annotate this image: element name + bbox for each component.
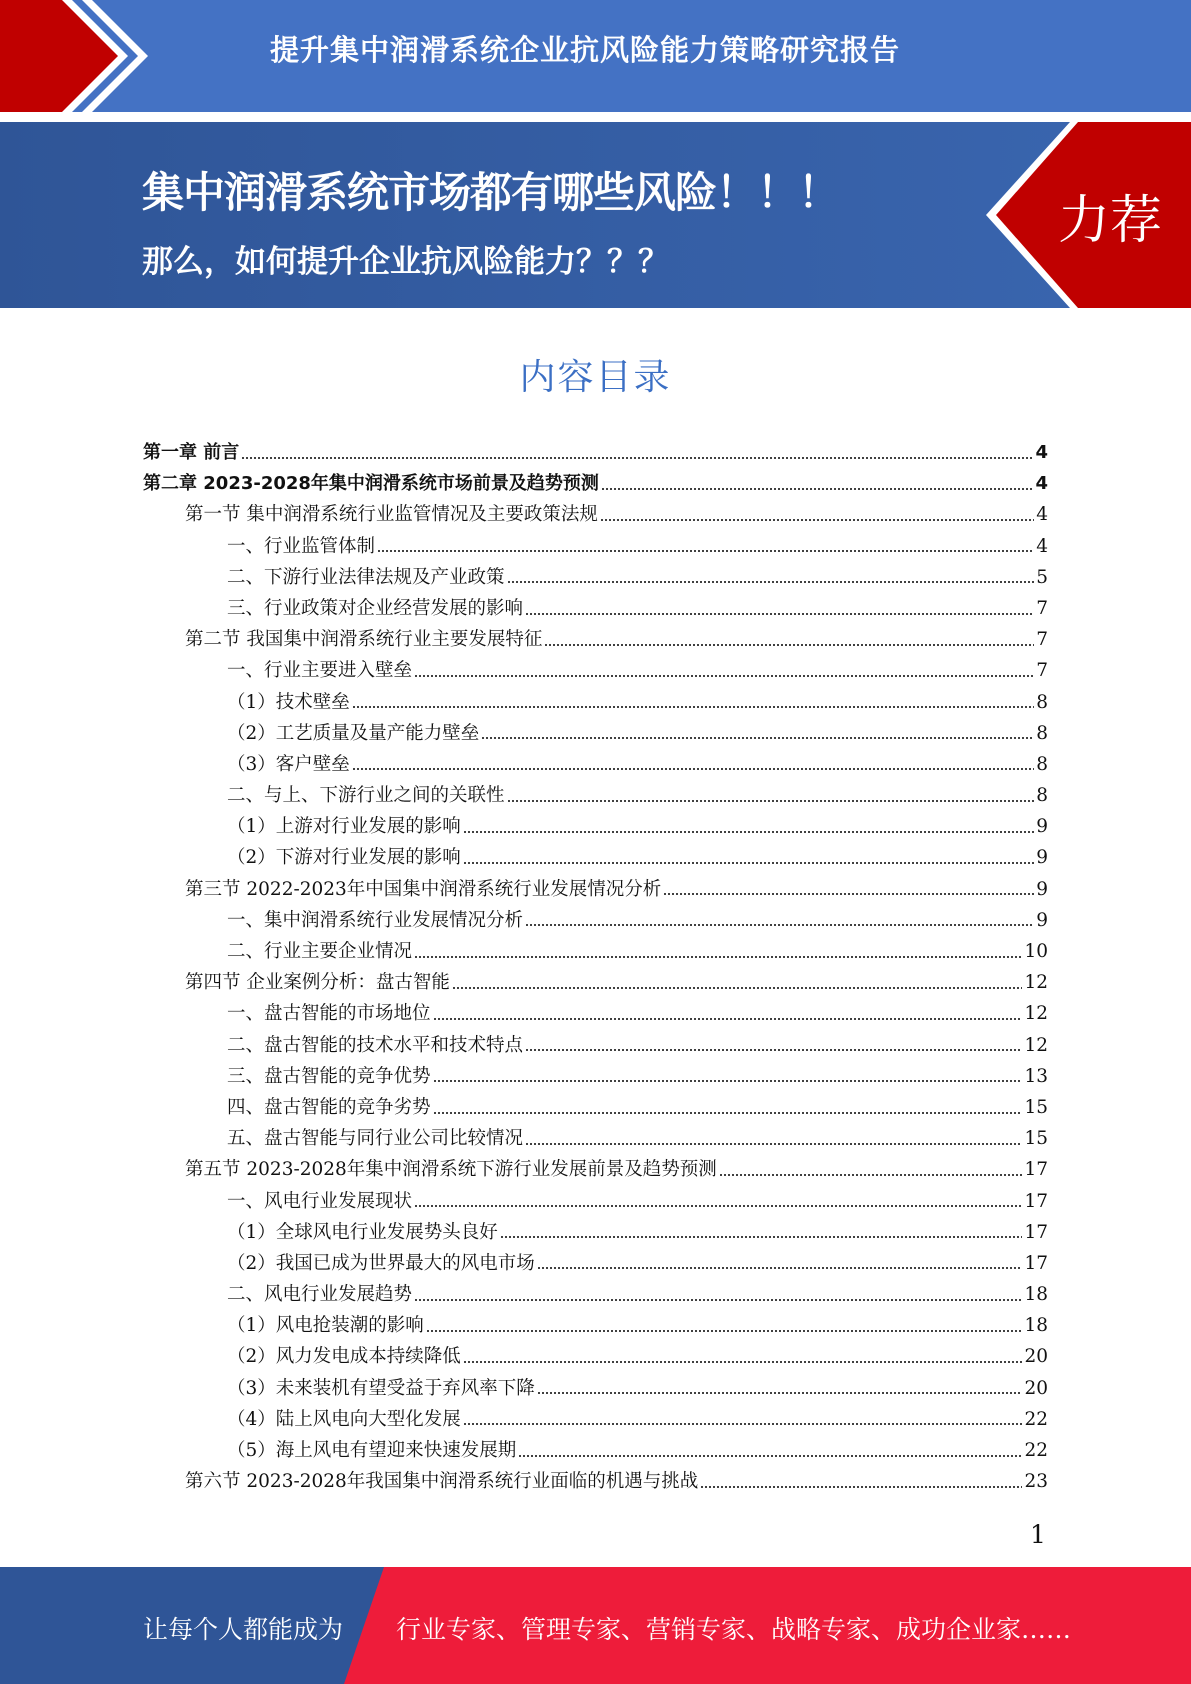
toc-entry[interactable] xyxy=(143,655,1048,686)
toc-entry-page: 17 xyxy=(1024,1221,1048,1243)
toc-entry-label: 第六节 2023-2028年我国集中润滑系统行业面临的机遇与挑战 xyxy=(185,1471,699,1493)
toc-entry[interactable] xyxy=(143,468,1048,499)
toc-entry-label: 三、盘古智能的竞争优势 xyxy=(227,1065,431,1087)
toc-dot-leader xyxy=(414,1204,1022,1208)
toc-entry-label: （2）我国已成为世界最大的风电市场 xyxy=(227,1252,535,1274)
toc-entry[interactable] xyxy=(143,780,1048,811)
toc-entry-label: （2）风力发电成本持续降低 xyxy=(227,1346,461,1368)
toc-entry[interactable] xyxy=(143,1435,1048,1466)
toc-entry[interactable] xyxy=(143,967,1048,998)
toc-entry-page: 9 xyxy=(1036,878,1048,900)
toc-dot-leader xyxy=(525,612,1034,616)
toc-entry-page: 13 xyxy=(1024,1065,1048,1087)
toc-entry-label: （5）海上风电有望迎来快速发展期 xyxy=(227,1440,517,1461)
toc-dot-leader xyxy=(537,1266,1023,1270)
toc-entry-label: 第三节 2022-2023年中国集中润滑系统行业发展情况分析 xyxy=(185,878,662,900)
report-title: 提升集中润滑系统企业抗风险能力策略研究报告 xyxy=(270,33,901,67)
toc-entry-page: 12 xyxy=(1024,1003,1048,1025)
toc-entry-label: 五、盘古智能与同行业公司比较情况 xyxy=(227,1128,524,1150)
toc-dot-leader xyxy=(463,861,1034,865)
toc-entry-page: 8 xyxy=(1036,785,1048,807)
toc-entry-page: 5 xyxy=(1036,566,1048,588)
toc-entry-page: 23 xyxy=(1024,1471,1048,1493)
toc-entry[interactable] xyxy=(143,562,1048,593)
toc-dot-leader xyxy=(377,549,1034,553)
toc-dot-leader xyxy=(507,799,1035,803)
toc-entry-page: 7 xyxy=(1036,660,1048,682)
toc-entry[interactable] xyxy=(143,1279,1048,1310)
toc-entry-page: 20 xyxy=(1024,1377,1048,1399)
toc-entry-page: 9 xyxy=(1036,816,1048,838)
toc-dot-leader xyxy=(433,1111,1023,1115)
toc-dot-leader xyxy=(525,923,1034,927)
hero-banner xyxy=(0,122,1191,308)
toc-dot-leader xyxy=(433,1079,1023,1083)
toc-dot-leader xyxy=(241,456,1033,460)
toc-dot-leader xyxy=(600,518,1034,522)
toc-dot-leader xyxy=(414,955,1022,959)
toc-entry-page: 15 xyxy=(1024,1096,1048,1118)
toc-entry-label: 一、行业监管体制 xyxy=(227,535,376,557)
footer-slogan-left: 让每个人都能成为 xyxy=(143,1615,344,1644)
recommend-badge: 力荐 xyxy=(1058,191,1163,251)
toc-entry-label: 第五节 2023-2028年集中润滑系统下游行业发展前景及趋势预测 xyxy=(185,1159,717,1181)
toc-entry-label: （1）风电抢装潮的影响 xyxy=(227,1315,424,1337)
toc-dot-leader xyxy=(463,1360,1023,1364)
toc-entry-label: （3）客户壁垒 xyxy=(227,753,350,775)
toc-entry-page: 22 xyxy=(1024,1408,1048,1430)
toc-entry[interactable] xyxy=(143,811,1048,842)
toc-entry-label: 二、行业主要企业情况 xyxy=(227,941,413,962)
toc-entry-page: 9 xyxy=(1036,909,1048,931)
toc-entry[interactable] xyxy=(143,936,1048,967)
page-number: 1 xyxy=(1030,1520,1046,1549)
toc-entry-page: 8 xyxy=(1036,753,1048,775)
toc-dot-leader xyxy=(663,892,1034,896)
toc-entry-page: 15 xyxy=(1024,1128,1048,1150)
toc-entry-page: 8 xyxy=(1036,691,1048,713)
toc-dot-leader xyxy=(544,643,1034,647)
toc-entry-label: 一、行业主要进入壁垒 xyxy=(227,660,413,682)
toc-entry-label: （1）技术壁垒 xyxy=(227,691,350,713)
toc-dot-leader xyxy=(463,1422,1023,1426)
toc-entry-label: 一、盘古智能的市场地位 xyxy=(227,1003,431,1025)
toc-entry-page: 4 xyxy=(1035,473,1048,495)
table-of-contents xyxy=(143,437,1048,1497)
toc-entry[interactable] xyxy=(143,1248,1048,1279)
hero-subheadline: 那么，如何提升企业抗风险能力？？？ xyxy=(142,244,669,280)
toc-entry[interactable] xyxy=(143,1373,1048,1404)
toc-entry-label: 第二节 我国集中润滑系统行业主要发展特征 xyxy=(185,629,543,651)
toc-entry-page: 18 xyxy=(1024,1284,1048,1306)
toc-entry-page: 4 xyxy=(1036,504,1048,526)
toc-dot-leader xyxy=(414,1298,1022,1302)
toc-dot-leader xyxy=(507,580,1035,584)
toc-entry-page: 8 xyxy=(1036,722,1048,744)
toc-entry-page: 4 xyxy=(1035,442,1048,463)
toc-dot-leader xyxy=(719,1173,1023,1177)
toc-entry-page: 4 xyxy=(1036,535,1048,557)
toc-dot-leader xyxy=(518,1454,1022,1458)
toc-dot-leader xyxy=(433,1017,1023,1021)
toc-entry-page: 20 xyxy=(1024,1346,1048,1368)
toc-dot-leader xyxy=(500,1235,1023,1239)
toc-entry[interactable] xyxy=(143,1154,1048,1185)
toc-dot-leader xyxy=(481,736,1034,740)
toc-entry-page: 22 xyxy=(1024,1440,1048,1461)
toc-entry-page: 18 xyxy=(1024,1315,1048,1337)
toc-entry[interactable] xyxy=(143,1030,1048,1061)
toc-entry-page: 9 xyxy=(1036,847,1048,869)
toc-entry-page: 17 xyxy=(1024,1252,1048,1274)
toc-entry-label: 第四节 企业案例分析：盘古智能 xyxy=(185,972,450,994)
toc-dot-leader xyxy=(537,1391,1023,1395)
toc-entry[interactable] xyxy=(143,1061,1048,1092)
toc-entry[interactable] xyxy=(143,998,1048,1029)
toc-entry-label: 第二章 2023-2028年集中润滑系统市场前景及趋势预测 xyxy=(143,473,599,495)
toc-entry-page: 7 xyxy=(1036,597,1048,619)
toc-entry[interactable] xyxy=(143,1341,1048,1372)
toc-entry[interactable] xyxy=(143,842,1048,873)
toc-entry-label: 第一章 前言 xyxy=(143,442,240,463)
toc-entry-label: 第一节 集中润滑系统行业监管情况及主要政策法规 xyxy=(185,504,598,526)
footer-banner xyxy=(0,1567,1191,1684)
toc-dot-leader xyxy=(452,986,1023,990)
toc-entry[interactable] xyxy=(143,1123,1048,1154)
toc-entry[interactable] xyxy=(143,624,1048,655)
toc-entry-page: 17 xyxy=(1024,1159,1048,1181)
toc-dot-leader xyxy=(352,705,1034,709)
toc-entry[interactable] xyxy=(143,718,1048,749)
hero-headline: 集中润滑系统市场都有哪些风险！！！ xyxy=(142,168,840,217)
toc-entry-label: 四、盘古智能的竞争劣势 xyxy=(227,1096,431,1118)
toc-entry-label: （4）陆上风电向大型化发展 xyxy=(227,1408,461,1430)
toc-entry[interactable] xyxy=(143,1217,1048,1248)
toc-entry[interactable] xyxy=(143,437,1048,468)
toc-entry-label: 三、行业政策对企业经营发展的影响 xyxy=(227,597,524,619)
toc-entry[interactable] xyxy=(143,874,1048,905)
toc-entry-label: 二、与上、下游行业之间的关联性 xyxy=(227,785,505,807)
toc-dot-leader xyxy=(414,674,1034,678)
toc-entry[interactable] xyxy=(143,499,1048,530)
toc-entry-page: 7 xyxy=(1036,629,1048,651)
toc-entry-label: （3）未来装机有望受益于弃风率下降 xyxy=(227,1377,535,1399)
toc-entry-label: （1）上游对行业发展的影响 xyxy=(227,816,461,838)
toc-entry-label: 二、下游行业法律法规及产业政策 xyxy=(227,566,505,588)
toc-entry[interactable] xyxy=(143,593,1048,624)
toc-dot-leader xyxy=(601,487,1034,491)
toc-entry-label: （1）全球风电行业发展势头良好 xyxy=(227,1221,498,1243)
toc-entry-page: 12 xyxy=(1024,1034,1048,1056)
toc-entry-page: 12 xyxy=(1024,972,1048,994)
toc-dot-leader xyxy=(352,767,1034,771)
toc-entry[interactable] xyxy=(143,749,1048,780)
toc-entry[interactable] xyxy=(143,1092,1048,1123)
toc-entry[interactable] xyxy=(143,531,1048,562)
toc-entry[interactable] xyxy=(143,905,1048,936)
top-banner xyxy=(0,0,1191,112)
toc-entry-label: 一、风电行业发展现状 xyxy=(227,1190,413,1212)
toc-entry[interactable] xyxy=(143,687,1048,718)
toc-dot-leader xyxy=(700,1485,1022,1489)
footer-slogan-right: 行业专家、管理专家、营销专家、战略专家、成功企业家…… xyxy=(396,1615,1072,1644)
toc-entry-label: 一、集中润滑系统行业发展情况分析 xyxy=(227,909,524,931)
toc-entry-label: （2）工艺质量及量产能力壁垒 xyxy=(227,722,480,744)
toc-dot-leader xyxy=(525,1048,1022,1052)
toc-dot-leader xyxy=(525,1142,1022,1146)
toc-entry[interactable] xyxy=(143,1186,1048,1217)
toc-dot-leader xyxy=(426,1329,1023,1333)
toc-dot-leader xyxy=(463,830,1034,834)
toc-title: 内容目录 xyxy=(519,357,672,398)
toc-entry[interactable] xyxy=(143,1310,1048,1341)
toc-entry[interactable] xyxy=(143,1466,1048,1497)
toc-entry-label: 二、盘古智能的技术水平和技术特点 xyxy=(227,1034,524,1056)
toc-entry-label: 二、风电行业发展趋势 xyxy=(227,1284,413,1306)
toc-entry[interactable] xyxy=(143,1404,1048,1435)
toc-entry-page: 17 xyxy=(1024,1190,1048,1212)
toc-entry-page: 10 xyxy=(1024,941,1048,962)
toc-entry-label: （2）下游对行业发展的影响 xyxy=(227,847,461,869)
